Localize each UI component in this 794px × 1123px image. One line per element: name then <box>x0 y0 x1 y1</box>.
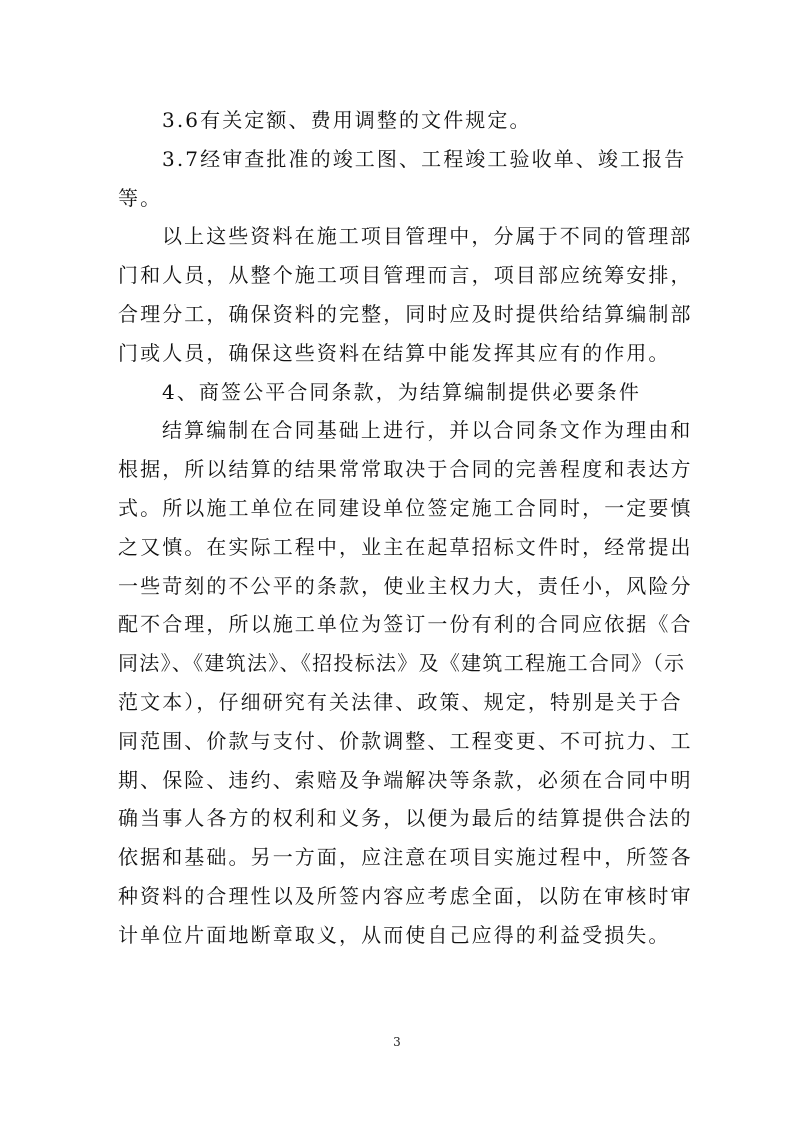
item-3-6-line: 3.6有关定额、费用调整的文件规定。 <box>162 108 532 132</box>
item-3-7-continuation-line: 等。 <box>118 185 163 210</box>
paragraph-2-line-13: 种资料的合理性以及所签内容应考虑全面，以防在审核时审 <box>118 883 693 908</box>
paragraph-2-line-9: 同范围、价款与支付、价款调整、工程变更、不可抗力、工 <box>118 728 693 753</box>
paragraph-2-line-8: 范文本），仔细研究有关法律、政策、规定，特别是关于合 <box>118 689 683 714</box>
paragraph-1-line-2: 门和人员，从整个施工项目管理而言，项目部应统筹安排， <box>118 263 693 288</box>
paragraph-2-line-4: 之又慎。在实际工程中，业主在起草招标文件时，经常提出 <box>118 534 693 559</box>
paragraph-2-line-11: 确当事人各方的权利和义务，以便为最后的结算提供合法的 <box>118 806 693 831</box>
paragraph-2-line-5: 一些苛刻的不公平的条款，使业主权力大，责任小，风险分 <box>118 573 693 598</box>
paragraph-2-line-12: 依据和基础。另一方面，应注意在项目实施过程中，所签各 <box>118 845 693 870</box>
paragraph-2-line-2: 根据，所以结算的结果常常取决于合同的完善程度和表达方 <box>118 457 693 482</box>
page-number: 3 <box>393 1035 401 1049</box>
paragraph-1-line-4: 门或人员，确保这些资料在结算中能发挥其应有的作用。 <box>118 340 671 365</box>
document-body <box>118 101 693 955</box>
section-4-heading: 4、商签公平合同条款，为结算编制提供必要条件 <box>162 379 641 404</box>
paragraph-2-line-7: 同法》、《建筑法》、《招投标法》及《建筑工程施工合同》（示 <box>118 651 684 676</box>
item-3-7-line: 3.7经审查批准的竣工图、工程竣工验收单、竣工报告 <box>162 146 687 171</box>
paragraph-2-line-1: 结算编制在合同基础上进行，并以合同条文作为理由和 <box>162 418 693 443</box>
paragraph-2-line-3: 式。所以施工单位在同建设单位签定施工合同时，一定要慎 <box>118 495 693 520</box>
paragraph-1-line-3: 合理分工，确保资料的完整，同时应及时提供给结算编制部 <box>118 301 693 326</box>
paragraph-2-line-14: 计单位片面地断章取义，从而使自己应得的利益受损失。 <box>118 922 671 947</box>
paragraph-2-line-10: 期、保险、违约、索赔及争端解决等条款，必须在合同中明 <box>118 767 693 792</box>
paragraph-1-line-1: 以上这些资料在施工项目管理中，分属于不同的管理部 <box>162 224 693 249</box>
paragraph-2-line-6: 配不合理，所以施工单位为签订一份有利的合同应依据《合 <box>118 612 693 637</box>
